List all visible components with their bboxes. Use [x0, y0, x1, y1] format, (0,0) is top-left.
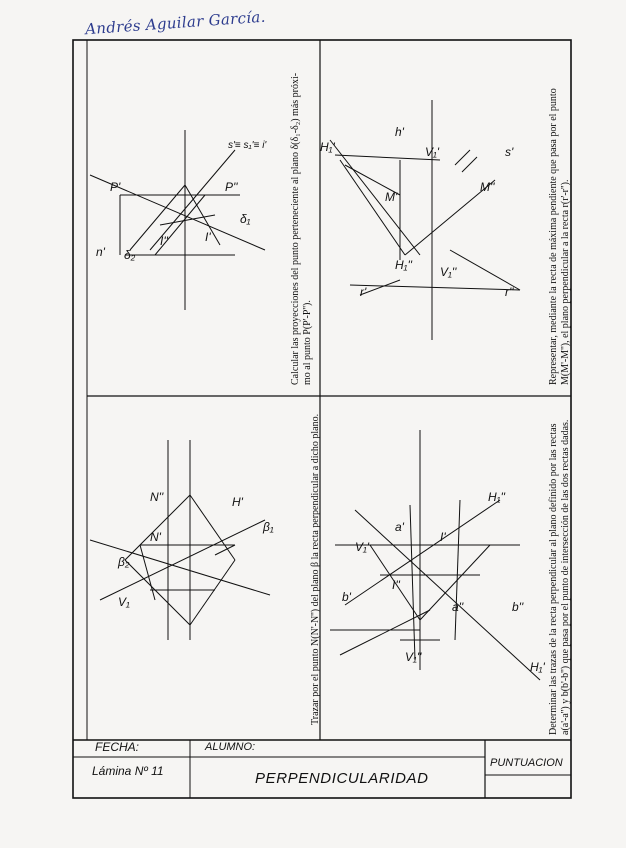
label-h-prime-4: h'	[395, 125, 404, 139]
exercise-3-prompt-line2: a(a'-a'') y b(b'-b'') que pasa por el punto de intersección de las dos rectas dadas.	[560, 419, 571, 735]
exercise-3-prompt-line1: Determinar las trazas de la recta perpendicular al plano definido por las rectas	[548, 423, 559, 735]
label-p-prime: P'	[110, 180, 121, 194]
exercise-2-prompt-line2: mo al punto P(P'-P'').	[302, 300, 313, 385]
exercise-4-prompt-line2: M(M'-M''), el plano perpendicular a la recta r(r'-r'').	[560, 179, 571, 385]
label-delta1: δ₁	[240, 212, 251, 226]
sheet-title: PERPENDICULARIDAD	[255, 770, 429, 787]
label-v1-prime-4: V₁'	[425, 145, 440, 159]
label-v1: V₁	[118, 595, 130, 609]
label-h1-prime-4: H₁'	[320, 140, 335, 154]
student-signature: Andrés Aguilar García.	[84, 7, 267, 39]
label-p-double: P''	[225, 180, 238, 194]
fecha-label: FECHA:	[95, 740, 140, 754]
exercise-1-construction	[90, 440, 270, 640]
exercise-2-prompt-line1: Calcular las proyecciones del punto perteneciente al plano δ(δ₁-δ₂) más próxi-	[290, 72, 301, 385]
label-n-prime: N'	[150, 530, 161, 544]
label-i-prime-3: I'	[440, 530, 446, 544]
label-i-prime: I'	[205, 230, 211, 244]
label-r-prime: r'	[360, 285, 367, 299]
exercise-3-construction	[330, 430, 540, 680]
label-m-double: M''	[480, 180, 495, 194]
label-s-prime-4: s'	[505, 145, 514, 159]
lamina-label: Lámina Nº 11	[92, 764, 164, 778]
puntuacion-label: PUNTUACION	[490, 757, 563, 769]
label-s-prime: s'≡ s₁'≡ i'	[228, 140, 267, 151]
label-b-prime: b'	[342, 590, 351, 604]
label-beta1: β₁	[263, 520, 274, 534]
label-b-double: b''	[512, 600, 524, 614]
label-a-double: a''	[452, 600, 464, 614]
exercise-4-prompt-line1: Representar, mediante la recta de máxima pendiente que pasa por el punto	[548, 88, 559, 385]
exercise-2-construction	[90, 130, 265, 310]
label-h1-double-4: H₁''	[395, 258, 413, 272]
label-n-double: N''	[150, 490, 164, 504]
label-v1-double: V₁''	[405, 650, 422, 664]
label-h-prime: H'	[232, 495, 243, 509]
label-m-prime: M'	[385, 190, 398, 204]
label-beta2: β₂	[118, 555, 130, 569]
label-n-prime-2: n'	[96, 245, 105, 259]
label-delta2: δ₂	[124, 248, 136, 262]
label-h1-prime: H₁'	[530, 660, 545, 674]
label-a-prime: a'	[395, 520, 404, 534]
label-v1-prime: V₁'	[355, 540, 370, 554]
exercise-4-construction	[330, 100, 520, 340]
label-i-double: I''	[160, 234, 168, 248]
exercise-1-prompt: Trazar por el punto N(N'-N'') del plano β la recta perpendicular a dicho plano.	[310, 413, 321, 725]
label-v1-double-4: V₁''	[440, 265, 457, 279]
label-i-double-3: I''	[392, 578, 400, 592]
label-r-double: r''	[505, 285, 514, 299]
alumno-label: ALUMNO:	[205, 741, 256, 753]
label-h1-double: H₁''	[488, 490, 506, 504]
